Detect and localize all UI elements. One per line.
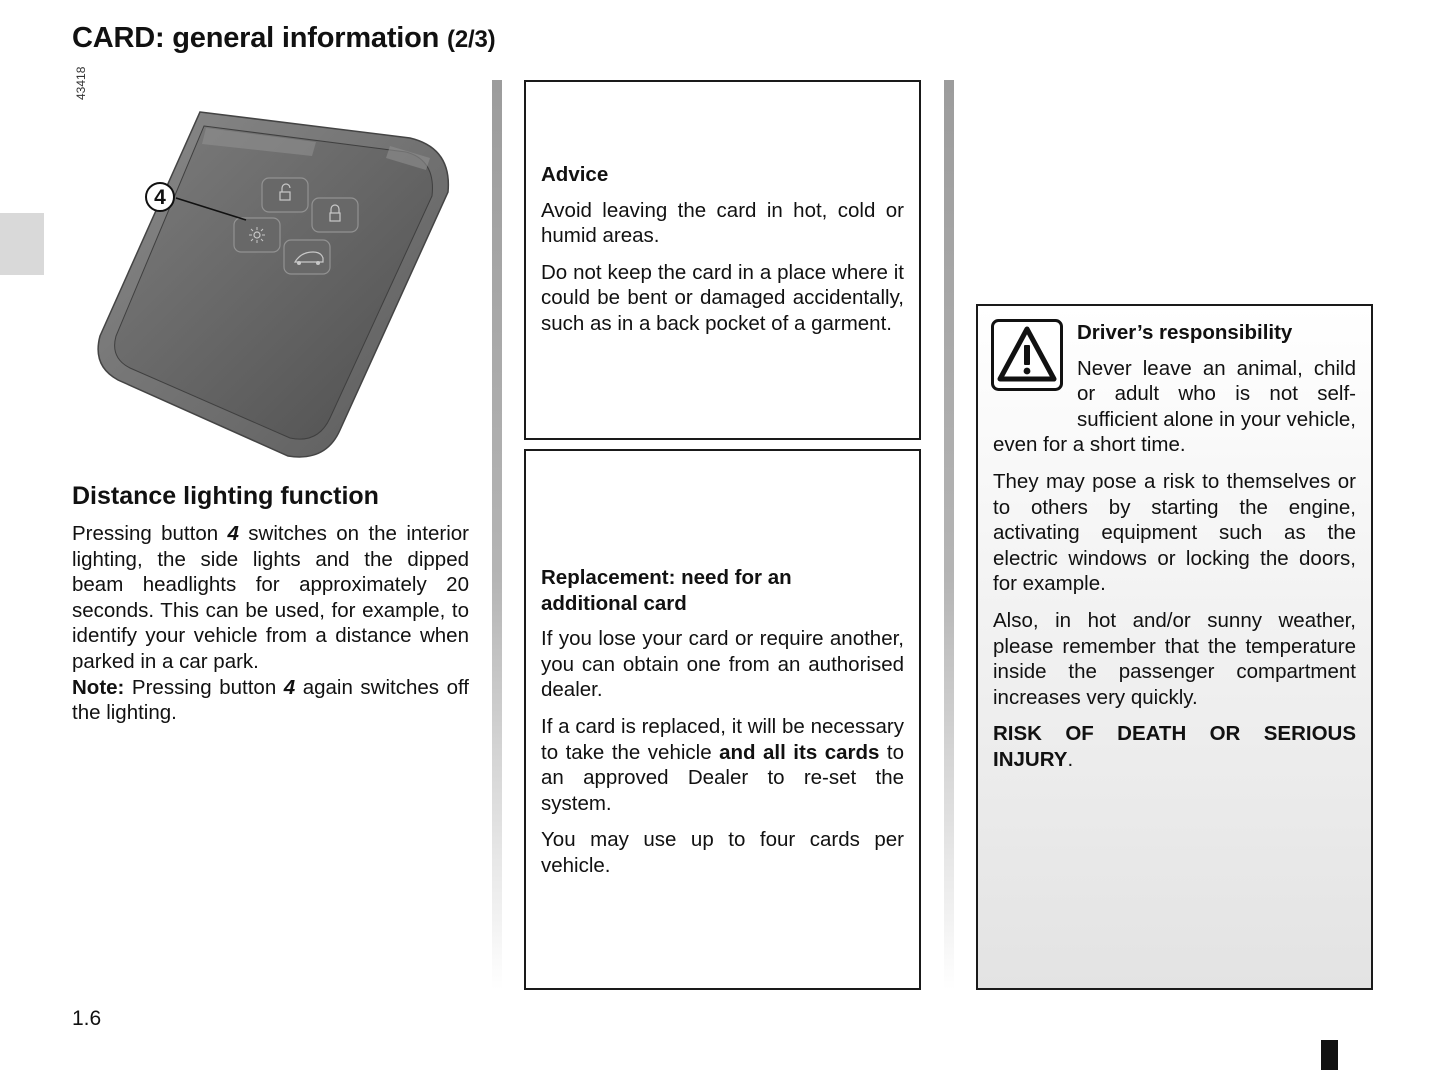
page-number: 1.6 <box>72 1007 102 1030</box>
responsibility-paragraph: Also, in hot and/or sunny weather, please remember that the temperature inside the passenger compartment increases very quickly. <box>993 608 1356 709</box>
text-run: . <box>1067 747 1074 771</box>
responsibility-heading: Driver’s responsibility <box>1077 321 1293 344</box>
text-run: switches on the interior lighting, the side lights and the dipped beam headlights for approximately 20 seconds. This can be used, for example, to identify your vehicle from a distance when parked in a car park. <box>72 522 469 673</box>
text-run: Pressing button <box>72 522 228 545</box>
callout-number: 4 <box>154 186 166 209</box>
lighting-icon <box>234 218 280 252</box>
responsibility-warning <box>993 721 1356 772</box>
distance-lighting-section <box>72 482 469 726</box>
advice-paragraph: Do not keep the card in a place where it could be bent or damaged accidentally, such as in a back pocket of a garment. <box>541 260 904 335</box>
text-run: again switches off the lighting. <box>72 675 470 725</box>
drivers-responsibility-box <box>976 304 1373 990</box>
text-run: Pressing button <box>124 675 284 699</box>
button-ref: 4 <box>227 522 239 545</box>
tailgate-icon <box>284 240 330 274</box>
button-ref: 4 <box>283 675 296 699</box>
page-corner-mark <box>1321 1040 1338 1070</box>
chapter-tab <box>0 213 44 275</box>
replacement-paragraph: If you lose your card or require another, you can obtain one from an authorised dealer. <box>541 627 904 702</box>
page-title <box>72 22 495 55</box>
replacement-paragraph: You may use up to four cards per vehicle. <box>541 828 904 877</box>
advice-heading: Advice <box>541 163 609 186</box>
advice-box <box>524 80 921 440</box>
text-run-bold: and all its cards <box>719 740 880 764</box>
responsibility-paragraph: Never leave an animal, child or adult who is not self-sufficient alone in your vehicle, even for a short time. <box>993 356 1356 457</box>
column-divider <box>492 80 502 990</box>
unlock-icon <box>262 178 308 212</box>
responsibility-paragraph: They may pose a risk to themselves or to others by starting the engine, activating equipment such as the electric windows or locking the doors, for example. <box>993 469 1356 596</box>
replacement-paragraph <box>541 714 904 816</box>
page-title-suffix: (2/3) <box>447 26 496 53</box>
figure-number: 43418 <box>74 66 88 100</box>
note-label: Note: <box>72 675 125 699</box>
callout-4 <box>144 181 176 213</box>
text-run: If a card is replaced, it will be necessary to take the vehicle <box>541 714 904 764</box>
column-divider <box>944 80 954 990</box>
text-run-bold: RISK OF DEATH OR SERIOUS INJURY <box>993 722 1356 771</box>
lock-icon <box>312 198 358 232</box>
text-run: to an approved Dealer to re-set the system. <box>541 740 905 815</box>
replacement-box <box>524 449 921 990</box>
advice-paragraph: Avoid leaving the card in hot, cold or humid areas. <box>541 198 904 248</box>
page-title-text: CARD: general information <box>72 22 440 54</box>
card-illustration <box>90 100 470 470</box>
distance-lighting-text <box>72 521 469 726</box>
warning-triangle-icon <box>991 319 1063 391</box>
replacement-heading: Replacement: need for an additional card <box>541 566 792 615</box>
section-title: Distance lighting function <box>72 482 379 510</box>
